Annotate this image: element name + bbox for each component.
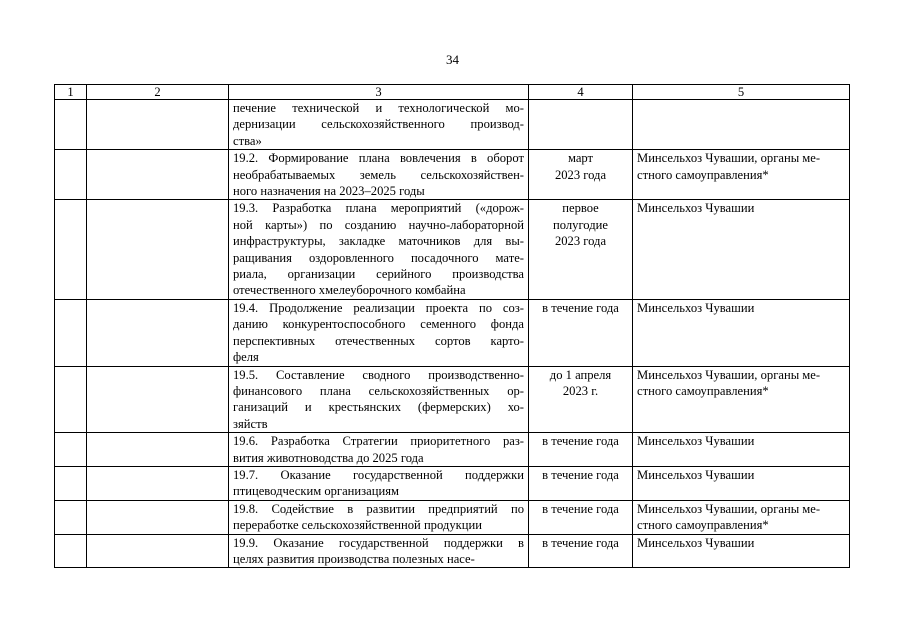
- table-row: [55, 299, 850, 366]
- term-text-line: первое: [562, 201, 599, 216]
- measure-text-line: 19.6. Разработка Стратегии приоритетного раз-: [233, 434, 524, 449]
- cell-term: [529, 150, 633, 200]
- cell-col-1: [55, 366, 87, 433]
- cell-measure: [229, 100, 529, 150]
- measure-text-line: необрабатываемых земель сельскохозяйствен-: [233, 167, 524, 182]
- table-row: [55, 433, 850, 467]
- measure-text-line: переработке сельскохозяйственной продукции: [233, 518, 482, 533]
- cell-col-2: [87, 534, 229, 568]
- term-text-line: 2023 года: [554, 234, 607, 249]
- cell-executor: [633, 200, 850, 299]
- executor-text-line: Минсельхоз Чувашии: [637, 201, 755, 216]
- executor-text-line: стного самоуправления*: [637, 518, 769, 533]
- cell-term: [529, 433, 633, 467]
- measure-text-line: дернизации сельскохозяйственного производ-: [233, 117, 524, 132]
- term-text-line: в течение года: [542, 300, 619, 315]
- measure-text-line: ного назначения на 2023–2025 годы: [233, 184, 425, 199]
- cell-executor: [633, 466, 850, 500]
- measure-text-line: феля: [233, 350, 259, 365]
- executor-text-line: стного самоуправления*: [637, 167, 769, 182]
- executor-text-line: Минсельхоз Чувашии: [637, 535, 755, 550]
- cell-col-1: [55, 299, 87, 366]
- table-row: [55, 534, 850, 568]
- measure-text-line: 19.8. Содействие в развитии предприятий по: [233, 501, 524, 516]
- cell-measure: [229, 299, 529, 366]
- measure-text-line: 19.7. Оказание государственной поддержки: [233, 467, 524, 482]
- cell-term: [529, 200, 633, 299]
- executor-text-line: Минсельхоз Чувашии: [637, 300, 755, 315]
- column-header-5: 5: [633, 85, 850, 100]
- cell-executor: [633, 299, 850, 366]
- page-number: 34: [446, 52, 459, 67]
- term-text-line: в течение года: [542, 501, 619, 516]
- executor-text-line: Минсельхоз Чувашии, органы ме-: [637, 151, 821, 166]
- cell-col-1: [55, 100, 87, 150]
- column-header-2: 2: [87, 85, 229, 100]
- cell-measure: [229, 500, 529, 534]
- cell-col-1: [55, 200, 87, 299]
- cell-col-2: [87, 433, 229, 467]
- measure-text-line: ной карты») по созданию научно-лабораторной: [233, 217, 524, 232]
- measure-text-line: ращивания оздоровленного посадочного мате-: [233, 250, 524, 265]
- cell-col-2: [87, 500, 229, 534]
- column-header-1: 1: [55, 85, 87, 100]
- cell-col-2: [87, 200, 229, 299]
- cell-col-1: [55, 466, 87, 500]
- cell-col-2: [87, 366, 229, 433]
- term-text-line: полугодие: [553, 217, 608, 232]
- measure-text-line: вития животноводства до 2025 года: [233, 450, 424, 465]
- cell-col-1: [55, 500, 87, 534]
- table-row: [55, 100, 850, 150]
- measure-text-line: отечественного хмелеуборочного комбайна: [233, 283, 466, 298]
- measures-table: [54, 84, 850, 568]
- table-row: [55, 500, 850, 534]
- measure-text-line: 19.9. Оказание государственной поддержки в: [233, 535, 524, 550]
- table-row: [55, 150, 850, 200]
- measure-text-line: риала, организации серийного производства: [233, 267, 524, 282]
- executor-text-line: Минсельхоз Чувашии: [637, 467, 755, 482]
- cell-term: [529, 534, 633, 568]
- cell-col-1: [55, 433, 87, 467]
- executor-text-line: Минсельхоз Чувашии: [637, 434, 755, 449]
- measure-text-line: зяйств: [233, 416, 268, 431]
- measure-text-line: 19.4. Продолжение реализации проекта по соз-: [233, 300, 524, 315]
- cell-executor: [633, 150, 850, 200]
- measure-text-line: целях развития производства полезных насе-: [233, 551, 475, 566]
- term-text-line: до 1 апреля: [549, 367, 612, 382]
- measure-text-line: перспективных отечественных сортов карто-: [233, 333, 524, 348]
- term-text-line: 2023 года: [554, 167, 607, 182]
- term-text-line: в течение года: [542, 434, 619, 449]
- cell-measure: [229, 150, 529, 200]
- term-text-line: 2023 г.: [562, 383, 599, 398]
- cell-term: [529, 366, 633, 433]
- measure-text-line: 19.3. Разработка плана мероприятий («дорож-: [233, 201, 524, 216]
- measure-text-line: птицеводческим организациям: [233, 484, 399, 499]
- table-row: [55, 366, 850, 433]
- cell-measure: [229, 433, 529, 467]
- cell-term: [529, 100, 633, 150]
- measure-text-line: данию конкурентоспособного семенного фонда: [233, 317, 524, 332]
- cell-col-2: [87, 150, 229, 200]
- measure-text-line: 19.5. Составление сводного производственно-: [233, 367, 524, 382]
- cell-executor: [633, 366, 850, 433]
- executor-text-line: Минсельхоз Чувашии, органы ме-: [637, 367, 821, 382]
- cell-col-2: [87, 100, 229, 150]
- cell-executor: [633, 100, 850, 150]
- cell-measure: [229, 366, 529, 433]
- measure-text-line: ганизаций и крестьянских (фермерских) хо-: [233, 400, 524, 415]
- executor-text-line: Минсельхоз Чувашии, органы ме-: [637, 501, 821, 516]
- column-header-3: 3: [229, 85, 529, 100]
- measure-text-line: ства»: [233, 133, 262, 148]
- table-header-row: [55, 85, 850, 100]
- cell-term: [529, 466, 633, 500]
- cell-executor: [633, 500, 850, 534]
- executor-text-line: стного самоуправления*: [637, 383, 769, 398]
- term-text-line: в течение года: [542, 467, 619, 482]
- term-text-line: в течение года: [542, 535, 619, 550]
- measure-text-line: 19.2. Формирование плана вовлечения в оборот: [233, 151, 524, 166]
- cell-col-2: [87, 466, 229, 500]
- cell-term: [529, 299, 633, 366]
- cell-col-2: [87, 299, 229, 366]
- cell-measure: [229, 466, 529, 500]
- cell-col-1: [55, 150, 87, 200]
- measure-text-line: печение технической и технологической мо-: [233, 101, 524, 115]
- measure-text-line: финансового плана сельскохозяйственных ор-: [233, 383, 524, 398]
- cell-term: [529, 500, 633, 534]
- column-header-4: 4: [529, 85, 633, 100]
- table-row: [55, 200, 850, 299]
- table-row: [55, 466, 850, 500]
- cell-measure: [229, 534, 529, 568]
- cell-col-1: [55, 534, 87, 568]
- measure-text-line: инфраструктуры, закладке маточников для вы-: [233, 234, 524, 249]
- cell-executor: [633, 534, 850, 568]
- cell-executor: [633, 433, 850, 467]
- cell-measure: [229, 200, 529, 299]
- term-text-line: март: [567, 151, 594, 166]
